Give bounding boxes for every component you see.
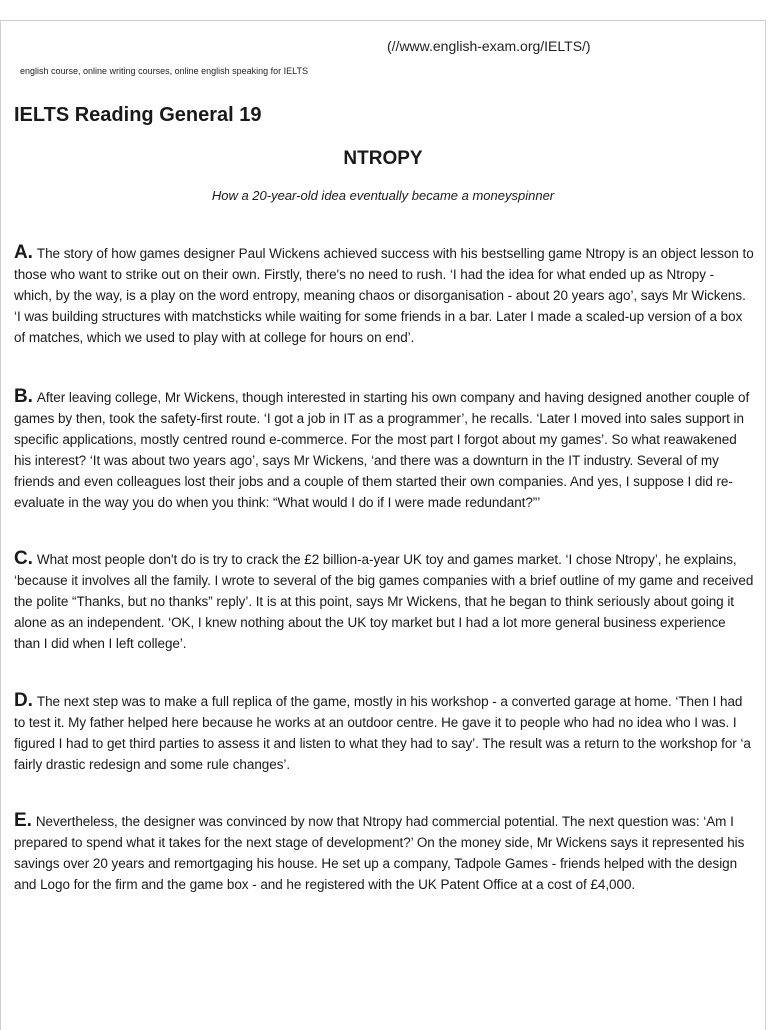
article-subtitle: How a 20-year-old idea eventually became a moneyspinner [211,188,555,203]
paragraph-a [14,242,754,348]
paragraph-letter: B. [14,386,33,407]
paragraph-letter: A. [14,242,33,263]
paragraph-letter: C. [14,548,33,569]
paragraph-text: After leaving college, Mr Wickens, though interested in starting his own company and having designed another couple of games by then, took the safety-first route. ‘I got a job in IT as a programmer’, he recalls. ‘Later I moved into sales support in specific applications, mostly centred round e-commerce. For the most part I forgot about my games’. So what reawakened his interest? ‘It was about two years ago’, says Mr Wickens, ‘and there was a downturn in the IT industry. Several of my friends and even colleagues lost their jobs and a couple of them started their own companies. And yes, I suppose I did re-evaluate in the way you do when you think: “What would I do if I were made redundant?”’ [14,390,750,510]
site-tagline: english course, online writing courses, online english speaking for IELTS [20,66,308,76]
paragraph-b [14,386,754,513]
paragraph-letter: D. [14,690,33,711]
source-link[interactable]: (//www.english-exam.org/IELTS/) [387,38,591,54]
paragraph-d [14,690,754,775]
paragraph-text: What most people don't do is try to crack the £2 billion-a-year UK toy and games market. ‘I chose Ntropy’, he explains, ‘because it involves all the family. I wrote to several of the big games companies with a brief outline of my game and received the polite “Thanks, but no thanks” reply’. It is at this point, says Mr Wickens, that he began to think seriously about going it alone as an independent. ‘OK, I knew nothing about the UK toy market but I had a lot more general business experience than I did when I left college’. [14,552,754,651]
paragraph-letter: E. [14,810,32,831]
paragraph-e [14,810,754,895]
paragraph-c [14,548,754,654]
article-title: NTROPY [343,148,423,169]
paragraph-text: The next step was to make a full replica of the game, mostly in his workshop - a converted garage at home. ‘Then I had to test it. My father helped here because he works at an outdoor centre. He gave it to people who had no idea who I was. I figured I had to get third parties to assess it and listen to what they had to say’. The result was a return to the workshop for ‘a fairly drastic redesign and some rule changes’. [14,694,751,772]
paragraph-text: The story of how games designer Paul Wickens achieved success with his bestselling game Ntropy is an object lesson to those who want to strike out on their own. Firstly, there's no need to rush. ‘I had the idea for what ended up as Ntropy - which, by the way, is a play on the word entropy, meaning chaos or disorganisation - about 20 years ago’, says Mr Wickens. ‘I was building structures with matchsticks while waiting for some friends in a bar. Later I made a scaled-up version of a box of matches, which we used to play with at college for hours on end’. [14,246,754,345]
document-title: IELTS Reading General 19 [14,104,262,126]
paragraph-text: Nevertheless, the designer was convinced by now that Ntropy had commercial potential. The next question was: ‘Am I prepared to spend what it takes for the next stage of development?’ On the money side, Mr Wickens says it represented his savings over 20 years and remortgaging his house. He set up a company, Tadpole Games - friends helped with the design and Logo for the firm and the game box - and he registered with the UK Patent Office at a cost of £4,000. [14,814,745,892]
